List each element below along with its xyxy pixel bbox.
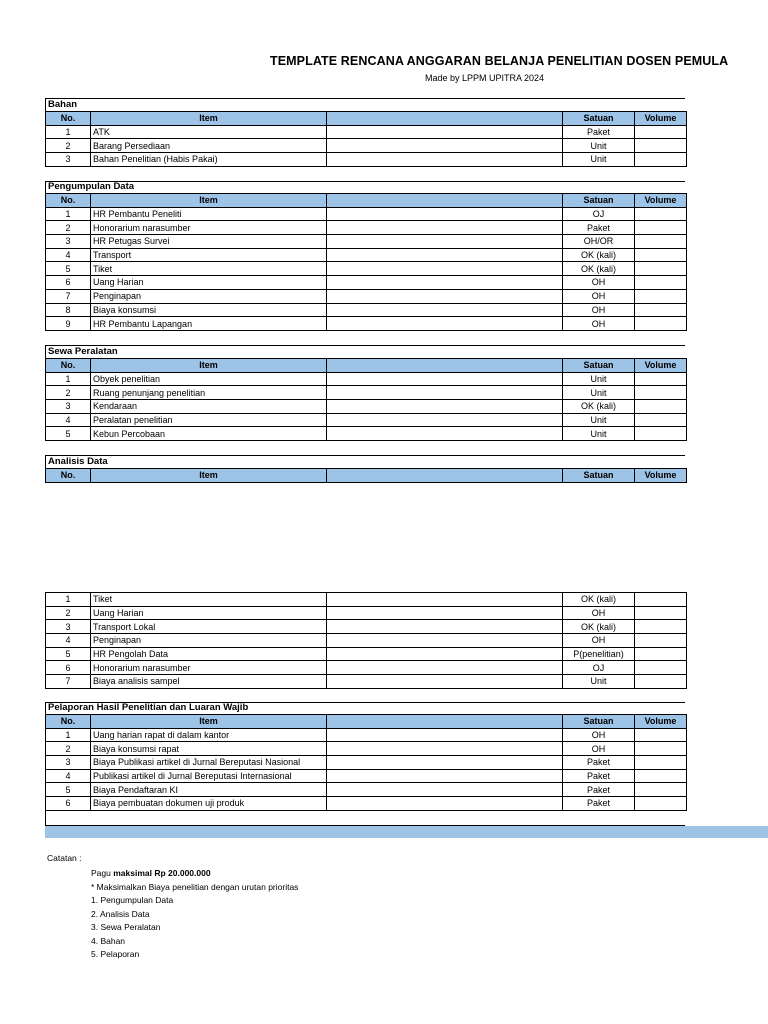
row-detail-cell[interactable] bbox=[327, 221, 563, 235]
row-volume-cell[interactable] bbox=[635, 413, 687, 427]
table-row bbox=[46, 248, 687, 262]
row-satuan: Paket bbox=[563, 125, 635, 139]
row-satuan: OH bbox=[563, 606, 635, 620]
row-volume-cell[interactable] bbox=[635, 427, 687, 441]
row-detail-cell[interactable] bbox=[327, 606, 563, 620]
row-item: HR Pengolah Data bbox=[91, 647, 327, 661]
col-volume-header: Volume bbox=[635, 469, 687, 483]
row-item: Uang Harian bbox=[91, 606, 327, 620]
row-satuan: OK (kali) bbox=[563, 620, 635, 634]
section-sewa-peralatan bbox=[45, 346, 686, 441]
row-item: Biaya konsumsi bbox=[91, 303, 327, 317]
row-volume-cell[interactable] bbox=[635, 742, 687, 756]
notes-label: Catatan : bbox=[47, 853, 82, 863]
table-row bbox=[46, 276, 687, 290]
table-header-row bbox=[46, 359, 687, 373]
row-no: 6 bbox=[46, 661, 91, 675]
row-satuan: Unit bbox=[563, 372, 635, 386]
row-volume-cell[interactable] bbox=[635, 769, 687, 783]
row-item: Barang Persediaan bbox=[91, 139, 327, 153]
col-item-header: Item bbox=[91, 112, 327, 126]
row-detail-cell[interactable] bbox=[327, 303, 563, 317]
row-volume-cell[interactable] bbox=[635, 139, 687, 153]
table-header-row bbox=[46, 112, 687, 126]
table-pelaporan bbox=[45, 714, 687, 829]
row-item: Ruang penunjang penelitian bbox=[91, 386, 327, 400]
row-volume-cell[interactable] bbox=[635, 262, 687, 276]
table-analisis-header bbox=[45, 468, 687, 483]
section-title: Pelaporan Hasil Penelitian dan Luaran Wajib bbox=[45, 702, 686, 714]
col-volume-header: Volume bbox=[635, 194, 687, 208]
notes-pagu-amount: maksimal Rp 20.000.000 bbox=[113, 868, 211, 878]
row-no: 3 bbox=[46, 153, 91, 167]
col-item-header: Item bbox=[91, 194, 327, 208]
section-pengumpulan-data bbox=[45, 181, 686, 331]
row-detail-cell[interactable] bbox=[327, 427, 563, 441]
row-satuan: Unit bbox=[563, 675, 635, 689]
table-header-row bbox=[46, 715, 687, 729]
table-header-row bbox=[46, 194, 687, 208]
row-satuan: Paket bbox=[563, 797, 635, 811]
table-row bbox=[46, 413, 687, 427]
row-item: HR Pembantu Peneliti bbox=[91, 207, 327, 221]
section-pelaporan bbox=[45, 702, 686, 829]
notes-line: 5. Pelaporan bbox=[91, 949, 140, 959]
row-no: 4 bbox=[46, 634, 91, 648]
notes-pagu-prefix: Pagu bbox=[91, 868, 114, 878]
row-satuan: Paket bbox=[563, 783, 635, 797]
row-detail-cell[interactable] bbox=[327, 593, 563, 607]
row-item: Penginapan bbox=[91, 289, 327, 303]
table-row bbox=[46, 235, 687, 249]
page-title: TEMPLATE RENCANA ANGGARAN BELANJA PENELITIAN DOSEN PEMULA bbox=[270, 54, 729, 68]
table-header-row bbox=[46, 469, 687, 483]
row-satuan: OK (kali) bbox=[563, 593, 635, 607]
row-detail-cell[interactable] bbox=[327, 400, 563, 414]
row-satuan: OH bbox=[563, 303, 635, 317]
row-no: 8 bbox=[46, 303, 91, 317]
row-detail-cell[interactable] bbox=[327, 139, 563, 153]
notes-line: * Maksimalkan Biaya penelitian dengan urutan prioritas bbox=[91, 881, 299, 892]
row-detail-cell[interactable] bbox=[327, 728, 563, 742]
row-detail-cell[interactable] bbox=[327, 647, 563, 661]
notes-pagu bbox=[91, 867, 298, 881]
table-row bbox=[46, 207, 687, 221]
col-no-header: No. bbox=[46, 715, 91, 729]
row-detail-cell[interactable] bbox=[327, 742, 563, 756]
table-row bbox=[46, 606, 687, 620]
row-volume-cell[interactable] bbox=[635, 593, 687, 607]
row-no: 3 bbox=[46, 400, 91, 414]
section-title: Bahan bbox=[45, 99, 686, 111]
row-satuan: OH bbox=[563, 634, 635, 648]
table-row bbox=[46, 427, 687, 441]
row-no: 4 bbox=[46, 769, 91, 783]
col-satuan-header: Satuan bbox=[563, 715, 635, 729]
row-satuan: P(penelitian) bbox=[563, 647, 635, 661]
page-subtitle: Made by LPPM UPITRA 2024 bbox=[425, 73, 545, 83]
row-satuan: Unit bbox=[563, 139, 635, 153]
table-row bbox=[46, 620, 687, 634]
table-row bbox=[46, 153, 687, 167]
col-blank-header bbox=[327, 469, 563, 483]
col-volume-header: Volume bbox=[635, 359, 687, 373]
row-volume-cell[interactable] bbox=[635, 248, 687, 262]
row-satuan: OK (kali) bbox=[563, 248, 635, 262]
row-satuan: Paket bbox=[563, 756, 635, 770]
row-satuan: Unit bbox=[563, 427, 635, 441]
row-satuan: Unit bbox=[563, 413, 635, 427]
row-no: 7 bbox=[46, 675, 91, 689]
table-row bbox=[46, 661, 687, 675]
row-detail-cell[interactable] bbox=[327, 317, 563, 331]
row-detail-cell[interactable] bbox=[327, 262, 563, 276]
table-row bbox=[46, 742, 687, 756]
notes-line: 1. Pengumpulan Data bbox=[91, 895, 174, 905]
section-title: Pengumpulan Data bbox=[45, 181, 686, 193]
row-detail-cell[interactable] bbox=[327, 235, 563, 249]
row-item: Uang Harian bbox=[91, 276, 327, 290]
table-bahan bbox=[45, 111, 687, 167]
col-item-header: Item bbox=[91, 715, 327, 729]
row-no: 2 bbox=[46, 139, 91, 153]
row-satuan: OK (kali) bbox=[563, 262, 635, 276]
col-volume-header: Volume bbox=[635, 715, 687, 729]
row-volume-cell[interactable] bbox=[635, 221, 687, 235]
row-volume-cell[interactable] bbox=[635, 153, 687, 167]
row-volume-cell[interactable] bbox=[635, 400, 687, 414]
table-row bbox=[46, 783, 687, 797]
col-no-header: No. bbox=[46, 469, 91, 483]
col-blank-header bbox=[327, 194, 563, 208]
row-no: 2 bbox=[46, 221, 91, 235]
row-detail-cell[interactable] bbox=[327, 289, 563, 303]
row-no: 5 bbox=[46, 783, 91, 797]
row-volume-cell[interactable] bbox=[635, 303, 687, 317]
section-analisis-data bbox=[45, 456, 686, 483]
row-item: HR Pembantu Lapangan bbox=[91, 317, 327, 331]
table-row bbox=[46, 317, 687, 331]
row-item: Transport bbox=[91, 248, 327, 262]
row-volume-cell[interactable] bbox=[635, 372, 687, 386]
row-no: 1 bbox=[46, 125, 91, 139]
row-volume-cell[interactable] bbox=[635, 783, 687, 797]
table-row bbox=[46, 675, 687, 689]
col-satuan-header: Satuan bbox=[563, 469, 635, 483]
row-satuan: OH bbox=[563, 276, 635, 290]
row-no: 1 bbox=[46, 728, 91, 742]
col-blank-header bbox=[327, 715, 563, 729]
row-no: 4 bbox=[46, 248, 91, 262]
col-satuan-header: Satuan bbox=[563, 112, 635, 126]
row-no: 5 bbox=[46, 427, 91, 441]
table-row bbox=[46, 634, 687, 648]
row-satuan: Paket bbox=[563, 221, 635, 235]
row-satuan: OK (kali) bbox=[563, 400, 635, 414]
col-no-header: No. bbox=[46, 112, 91, 126]
col-no-header: No. bbox=[46, 194, 91, 208]
row-item: Bahan Penelitian (Habis Pakai) bbox=[91, 153, 327, 167]
table-row bbox=[46, 289, 687, 303]
table-row bbox=[46, 593, 687, 607]
col-item-header: Item bbox=[91, 359, 327, 373]
row-item: Biaya Publikasi artikel di Jurnal Bereputasi Nasional bbox=[91, 756, 327, 770]
row-no: 3 bbox=[46, 756, 91, 770]
table-row bbox=[46, 303, 687, 317]
row-volume-cell[interactable] bbox=[635, 647, 687, 661]
row-volume-cell[interactable] bbox=[635, 661, 687, 675]
row-no: 5 bbox=[46, 262, 91, 276]
row-detail-cell[interactable] bbox=[327, 413, 563, 427]
row-item: Biaya pembuatan dokumen uji produk bbox=[91, 797, 327, 811]
row-detail-cell[interactable] bbox=[327, 756, 563, 770]
row-no: 4 bbox=[46, 413, 91, 427]
row-volume-cell[interactable] bbox=[635, 756, 687, 770]
table-row bbox=[46, 797, 687, 811]
row-detail-cell[interactable] bbox=[327, 125, 563, 139]
row-detail-cell[interactable] bbox=[327, 675, 563, 689]
col-no-header: No. bbox=[46, 359, 91, 373]
table-sewa bbox=[45, 358, 687, 441]
row-no: 2 bbox=[46, 606, 91, 620]
row-item: Transport Lokal bbox=[91, 620, 327, 634]
col-blank-header bbox=[327, 359, 563, 373]
notes-line: 4. Bahan bbox=[91, 935, 126, 946]
row-volume-cell[interactable] bbox=[635, 675, 687, 689]
row-item: Obyek penelitian bbox=[91, 372, 327, 386]
row-detail-cell[interactable] bbox=[327, 207, 563, 221]
row-volume-cell[interactable] bbox=[635, 207, 687, 221]
section-title: Sewa Peralatan bbox=[45, 346, 686, 358]
row-item: Biaya analisis sampel bbox=[91, 675, 327, 689]
row-item: Penginapan bbox=[91, 634, 327, 648]
table-row bbox=[46, 372, 687, 386]
table-row bbox=[46, 125, 687, 139]
row-no: 1 bbox=[46, 593, 91, 607]
row-no: 3 bbox=[46, 620, 91, 634]
table-row bbox=[46, 728, 687, 742]
row-volume-cell[interactable] bbox=[635, 797, 687, 811]
row-volume-cell[interactable] bbox=[635, 289, 687, 303]
row-item: Peralatan penelitian bbox=[91, 413, 327, 427]
row-volume-cell[interactable] bbox=[635, 620, 687, 634]
table-row bbox=[46, 386, 687, 400]
row-satuan: OJ bbox=[563, 207, 635, 221]
row-no: 9 bbox=[46, 317, 91, 331]
row-detail-cell[interactable] bbox=[327, 620, 563, 634]
row-item: Honorarium narasumber bbox=[91, 221, 327, 235]
row-item: Honorarium narasumber bbox=[91, 661, 327, 675]
row-no: 5 bbox=[46, 647, 91, 661]
row-volume-cell[interactable] bbox=[635, 125, 687, 139]
row-volume-cell[interactable] bbox=[635, 317, 687, 331]
total-bar bbox=[45, 826, 768, 838]
row-no: 6 bbox=[46, 276, 91, 290]
row-item: HR Petugas Survei bbox=[91, 235, 327, 249]
row-detail-cell[interactable] bbox=[327, 634, 563, 648]
table-row bbox=[46, 262, 687, 276]
row-detail-cell[interactable] bbox=[327, 372, 563, 386]
row-volume-cell[interactable] bbox=[635, 634, 687, 648]
table-row bbox=[46, 221, 687, 235]
row-satuan: OH bbox=[563, 728, 635, 742]
row-detail-cell[interactable] bbox=[327, 386, 563, 400]
row-detail-cell[interactable] bbox=[327, 769, 563, 783]
table-analisis bbox=[45, 592, 687, 689]
row-item: Publikasi artikel di Jurnal Bereputasi Internasional bbox=[91, 769, 327, 783]
row-volume-cell[interactable] bbox=[635, 235, 687, 249]
row-satuan: OH bbox=[563, 742, 635, 756]
col-satuan-header: Satuan bbox=[563, 194, 635, 208]
table-row bbox=[46, 756, 687, 770]
table-row bbox=[46, 139, 687, 153]
row-satuan: OH bbox=[563, 289, 635, 303]
row-detail-cell[interactable] bbox=[327, 248, 563, 262]
table-row bbox=[46, 769, 687, 783]
row-item: Biaya Pendaftaran KI bbox=[91, 783, 327, 797]
row-satuan: OH bbox=[563, 317, 635, 331]
table-row bbox=[46, 647, 687, 661]
col-satuan-header: Satuan bbox=[563, 359, 635, 373]
row-satuan: Unit bbox=[563, 386, 635, 400]
col-volume-header: Volume bbox=[635, 112, 687, 126]
row-satuan: OH/OR bbox=[563, 235, 635, 249]
row-item: Kendaraan bbox=[91, 400, 327, 414]
table-pengumpulan bbox=[45, 193, 687, 331]
notes-line: 2. Analisis Data bbox=[91, 908, 150, 919]
col-blank-header bbox=[327, 112, 563, 126]
row-no: 3 bbox=[46, 235, 91, 249]
row-no: 1 bbox=[46, 207, 91, 221]
row-no: 1 bbox=[46, 372, 91, 386]
row-detail-cell[interactable] bbox=[327, 276, 563, 290]
row-item: Kebun Percobaan bbox=[91, 427, 327, 441]
section-bahan bbox=[45, 99, 686, 167]
row-satuan: Unit bbox=[563, 153, 635, 167]
row-detail-cell[interactable] bbox=[327, 783, 563, 797]
row-item: Tiket bbox=[91, 593, 327, 607]
col-item-header: Item bbox=[91, 469, 327, 483]
row-no: 2 bbox=[46, 742, 91, 756]
section-title: Analisis Data bbox=[45, 456, 686, 468]
notes-line: 3. Sewa Peralatan bbox=[91, 922, 161, 932]
row-item: Tiket bbox=[91, 262, 327, 276]
row-detail-cell[interactable] bbox=[327, 153, 563, 167]
row-detail-cell[interactable] bbox=[327, 797, 563, 811]
row-satuan: OJ bbox=[563, 661, 635, 675]
row-satuan: Paket bbox=[563, 769, 635, 783]
row-item: Uang harian rapat di dalam kantor bbox=[91, 728, 327, 742]
row-no: 2 bbox=[46, 386, 91, 400]
row-item: Biaya konsumsi rapat bbox=[91, 742, 327, 756]
row-volume-cell[interactable] bbox=[635, 386, 687, 400]
row-volume-cell[interactable] bbox=[635, 728, 687, 742]
row-no: 6 bbox=[46, 797, 91, 811]
table-row bbox=[46, 400, 687, 414]
row-item: ATK bbox=[91, 125, 327, 139]
row-no: 7 bbox=[46, 289, 91, 303]
row-volume-cell[interactable] bbox=[635, 276, 687, 290]
row-volume-cell[interactable] bbox=[635, 606, 687, 620]
section-analisis-data-rows bbox=[45, 592, 686, 689]
row-detail-cell[interactable] bbox=[327, 661, 563, 675]
